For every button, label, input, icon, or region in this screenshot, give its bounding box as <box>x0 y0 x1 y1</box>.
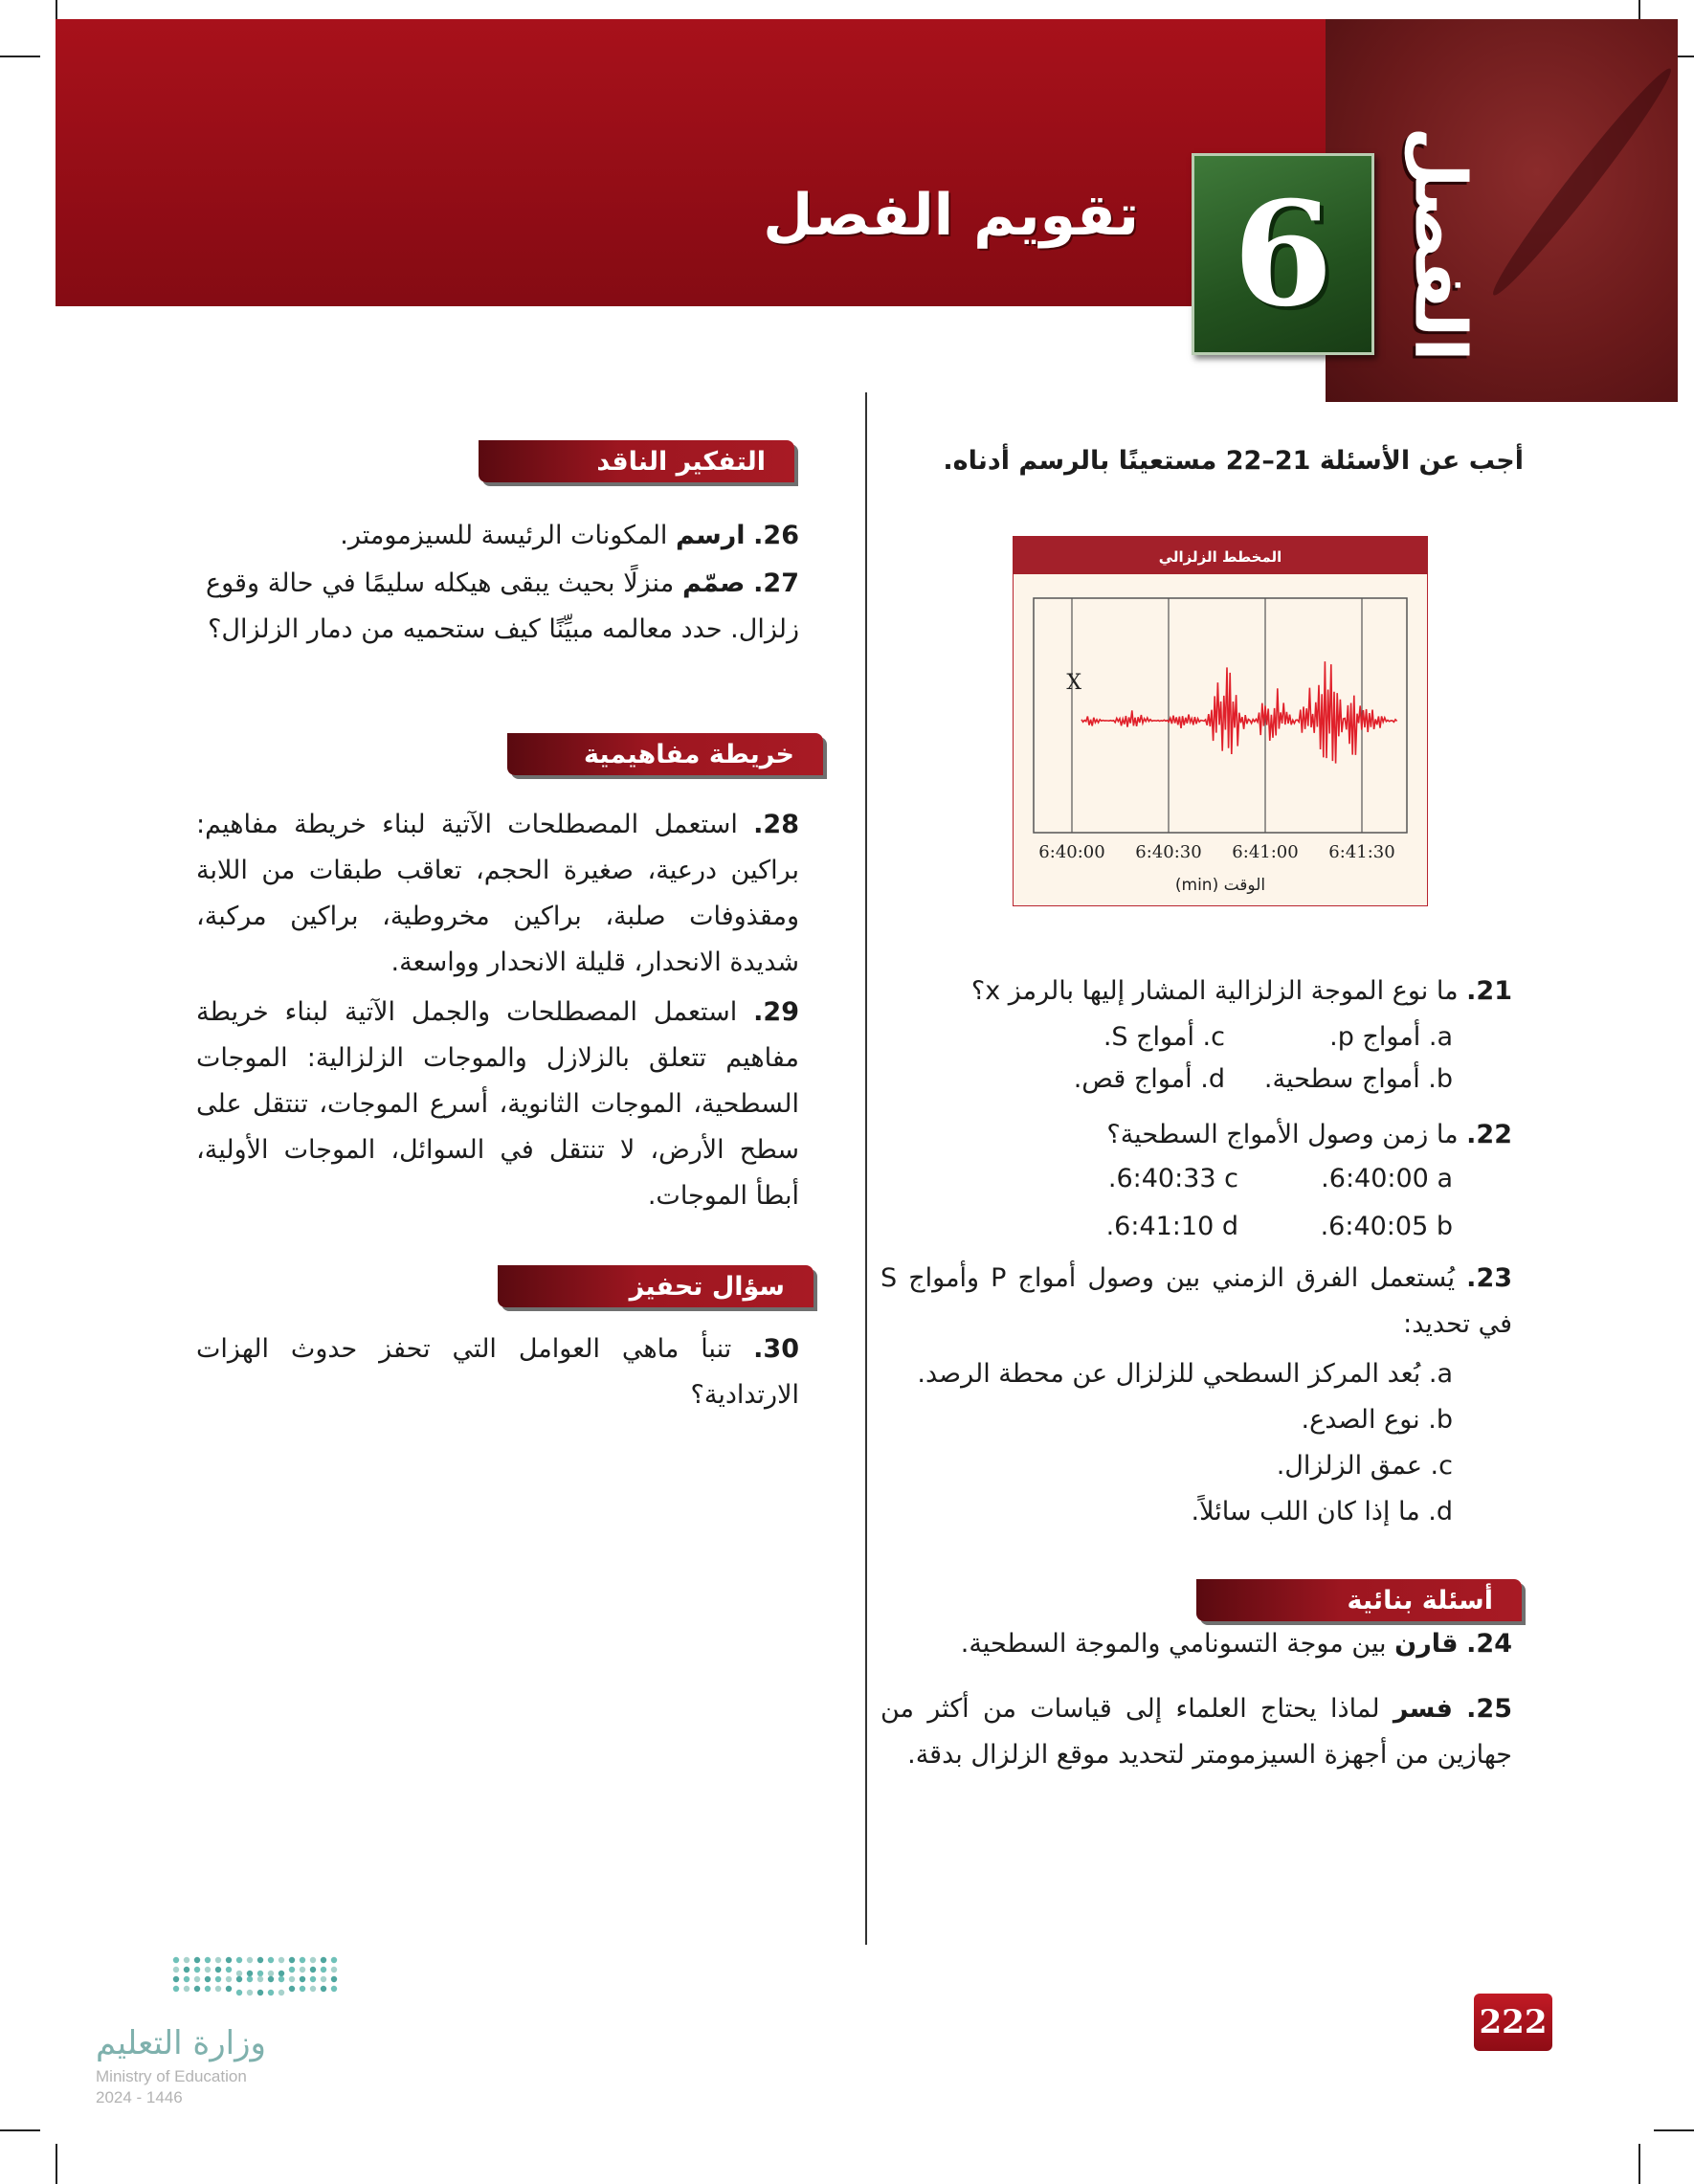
seismogram-chart <box>1013 536 1428 906</box>
logo-dot <box>257 1976 263 1982</box>
logo-dot <box>226 1957 232 1963</box>
column-divider <box>865 392 867 1945</box>
logo-dot <box>215 1986 221 1992</box>
option-value: 6:41:10 <box>1114 1212 1215 1241</box>
logo-dot <box>300 1957 305 1963</box>
option-b: b. نوع الصدع. <box>1301 1405 1453 1435</box>
question-26 <box>206 513 799 559</box>
logo-dot <box>205 1986 211 1992</box>
question-25 <box>880 1686 1512 1778</box>
question-number: 27. <box>753 568 799 598</box>
logo-dot <box>331 1957 337 1963</box>
logo-dot <box>300 1967 305 1972</box>
section-heading-label: التفكير الناقد <box>596 446 766 477</box>
logo-dot <box>279 1976 284 1982</box>
x-tick-label: 6:40:30 <box>1135 842 1202 862</box>
section-heading-challenge <box>498 1265 814 1307</box>
crop-mark <box>1654 2129 1694 2131</box>
logo-dot <box>289 1957 295 1963</box>
logo-dot <box>268 1976 274 1982</box>
chart-title: المخطط الزلزالي <box>1158 548 1282 566</box>
question-number: 28. <box>753 810 799 839</box>
crop-mark <box>0 56 40 57</box>
option-c: c. عمق الزلزال. <box>1276 1451 1453 1481</box>
x-tick-label: 6:40:00 <box>1038 842 1105 862</box>
question-text: منزلًا بحيث يبقى هيكله سليمًا في حالة وقوع زلزال. حدد معالمه مبيِّنًا كيف ستحميه من دمار الزلزال؟ <box>206 568 799 644</box>
logo-dot <box>173 1967 179 1972</box>
question-23 <box>880 1256 1512 1348</box>
option-b <box>1321 1206 1453 1248</box>
logo-dot <box>247 1990 253 1995</box>
ministry-name-english: Ministry of Education <box>96 2067 247 2085</box>
logo-dot <box>310 1986 316 1992</box>
logo-dot <box>215 1967 221 1972</box>
page-title: تقويم الفصل <box>763 182 1139 249</box>
logo-dot <box>194 1967 200 1972</box>
section-heading-critical-thinking <box>479 440 794 482</box>
question-28 <box>196 802 799 986</box>
logo-dot <box>184 1976 189 1982</box>
stone-texture-panel <box>1326 19 1678 402</box>
option-c: c. أمواج S. <box>1103 1022 1225 1052</box>
logo-dot <box>321 1976 326 1982</box>
x-tick-label: 6:41:30 <box>1328 842 1395 862</box>
section-heading-constructive <box>1196 1579 1522 1621</box>
logo-dot <box>173 1986 179 1992</box>
logo-dot <box>173 1957 179 1963</box>
section-heading-label: خريطة مفاهيمية <box>584 739 794 769</box>
option-label: b. <box>1320 1212 1453 1241</box>
logo-dot <box>194 1986 200 1992</box>
question-number: 25. <box>1466 1694 1512 1724</box>
logo-dot <box>236 1957 242 1963</box>
option-label: a. <box>1321 1164 1453 1193</box>
logo-dot <box>279 1971 284 1976</box>
logo-dot <box>194 1957 200 1963</box>
question-number: 26. <box>753 521 799 550</box>
logo-dot <box>321 1986 326 1992</box>
question-text: استعمل المصطلحات الآتية لبناء خريطة مفاهيم: براكين درعية، صغيرة الحجم، تعاقب طبقات من اللابة ومقذوفات صلبة، براكين مخروطية، براكين مركبة، شديدة الانحدار، قليلة الانحدار وواسعة. <box>196 810 799 977</box>
ministry-name-arabic: وزارة التعليم <box>96 2024 266 2062</box>
question-29 <box>196 990 799 1219</box>
logo-dot <box>205 1957 211 1963</box>
logo-dot <box>226 1976 232 1982</box>
logo-dot <box>321 1967 326 1972</box>
option-label: d. <box>1105 1212 1238 1241</box>
logo-dot <box>331 1967 337 1972</box>
option-a: a. بُعد المركز السطحي للزلزال عن محطة الرصد. <box>917 1359 1453 1389</box>
option-c <box>1108 1158 1238 1200</box>
section-heading-concept-map <box>507 733 823 775</box>
logo-dot <box>226 1967 232 1972</box>
option-value: 6:40:05 <box>1328 1212 1429 1241</box>
x-axis-label: الوقت (min) <box>1174 876 1266 895</box>
crop-mark <box>0 2129 40 2131</box>
question-number: 30. <box>753 1334 799 1364</box>
logo-dot <box>173 1976 179 1982</box>
logo-dot <box>247 1971 253 1976</box>
logo-dot <box>289 1976 295 1982</box>
option-d: d. ما إذا كان اللب سائلاً. <box>1191 1497 1453 1527</box>
logo-dot <box>310 1967 316 1972</box>
logo-dot <box>247 1976 253 1982</box>
page-number: 222 <box>1479 2003 1548 2041</box>
question-text: بين موجة التسونامي والموجة السطحية. <box>960 1629 1387 1659</box>
chapter-number-badge <box>1192 153 1374 355</box>
question-text: ما نوع الموجة الزلزالية المشار إليها بالرمز x؟ <box>970 976 1459 1006</box>
question-verb: فسر <box>1393 1694 1453 1724</box>
logo-dot <box>236 1990 242 1995</box>
question-verb: ارسم <box>676 521 746 550</box>
logo-dot <box>184 1967 189 1972</box>
logo-dot <box>310 1957 316 1963</box>
logo-dot <box>279 1957 284 1963</box>
option-value: 6:40:00 <box>1328 1164 1429 1193</box>
ministry-year: 2024 - 1446 <box>96 2088 183 2106</box>
question-text: ما زمن وصول الأمواج السطحية؟ <box>1106 1120 1459 1149</box>
option-d: d. أمواج قص. <box>1073 1064 1225 1094</box>
logo-dot <box>331 1976 337 1982</box>
logo-dot <box>215 1976 221 1982</box>
logo-dot <box>184 1957 189 1963</box>
wave-marker-x: X <box>1066 671 1081 695</box>
question-27 <box>206 561 799 653</box>
logo-dot <box>300 1976 305 1982</box>
logo-dot <box>321 1957 326 1963</box>
question-number: 22. <box>1466 1120 1512 1149</box>
section-heading-label: سؤال تحفيز <box>629 1271 785 1302</box>
chart-instructions: أجب عن الأسئلة 21–22 مستعينًا بالرسم أدناه. <box>943 446 1524 476</box>
logo-dot <box>257 1990 263 1995</box>
question-text: يُستعمل الفرق الزمني بين وصول أمواج P وأمواج S في تحديد: <box>880 1263 1512 1339</box>
logo-dot <box>257 1971 263 1976</box>
logo-dot <box>236 1971 242 1976</box>
logo-dot <box>289 1967 295 1972</box>
question-number: 23. <box>1466 1263 1513 1293</box>
question-text: تنبأ ماهي العوامل التي تحفز حدوث الهزات الارتدادية؟ <box>196 1334 799 1410</box>
logo-dot <box>236 1976 242 1982</box>
logo-dot <box>279 1990 284 1995</box>
question-30 <box>196 1326 799 1418</box>
logo-dot <box>268 1971 274 1976</box>
logo-dot <box>300 1986 305 1992</box>
logo-dot <box>331 1986 337 1992</box>
option-d <box>1106 1206 1238 1248</box>
question-number: 24. <box>1466 1629 1512 1659</box>
logo-dot <box>184 1986 189 1992</box>
logo-dot <box>205 1976 211 1982</box>
logo-dot <box>226 1986 232 1992</box>
option-value: 6:40:33 <box>1116 1164 1216 1193</box>
logo-dot <box>289 1986 295 1992</box>
option-a <box>1321 1158 1453 1200</box>
logo-dot <box>310 1976 316 1982</box>
question-verb: صمّم <box>681 568 746 598</box>
logo-dot <box>257 1957 263 1963</box>
question-24 <box>842 1621 1512 1667</box>
chapter-word-label: الفصل <box>1398 126 1482 362</box>
crop-mark <box>1638 2144 1640 2184</box>
logo-dot <box>247 1957 253 1963</box>
question-21 <box>842 969 1512 1014</box>
question-text: لماذا يحتاج العلماء إلى قياسات من أكثر من جهازين من أجهزة السيزمومتر لتحديد موقع الزلزال بدقة. <box>880 1694 1512 1770</box>
question-22 <box>842 1112 1512 1158</box>
option-a: a. أمواج p. <box>1329 1022 1453 1052</box>
option-label: c. <box>1107 1164 1238 1193</box>
crop-mark <box>56 2144 57 2184</box>
logo-dot <box>268 1957 274 1963</box>
section-heading-label: أسئلة بنائية <box>1347 1585 1493 1616</box>
option-b: b. أمواج سطحية. <box>1263 1064 1453 1094</box>
question-number: 29. <box>753 997 799 1027</box>
question-text: المكونات الرئيسة للسيزمومتر. <box>340 521 668 550</box>
logo-dot <box>205 1967 211 1972</box>
logo-dot <box>268 1990 274 1995</box>
question-verb: قارن <box>1394 1629 1459 1659</box>
logo-dot <box>215 1957 221 1963</box>
question-number: 21. <box>1466 976 1512 1006</box>
chapter-number: 6 <box>1233 169 1333 339</box>
logo-dot <box>194 1976 200 1982</box>
x-tick-label: 6:41:00 <box>1232 842 1299 862</box>
page-number-badge <box>1474 1994 1552 2051</box>
header-bottom-strip <box>56 306 1328 412</box>
question-text: استعمل المصطلحات والجمل الآتية لبناء خريطة مفاهيم تتعلق بالزلازل والموجات الزلزالية: الموجات السطحية، الموجات الثانوية، أسرع الموجات، تنتقل على سطح الأرض، لا تنتقل في السوائل، الموجات الأولية، أبطأ الموجات. <box>196 997 799 1211</box>
